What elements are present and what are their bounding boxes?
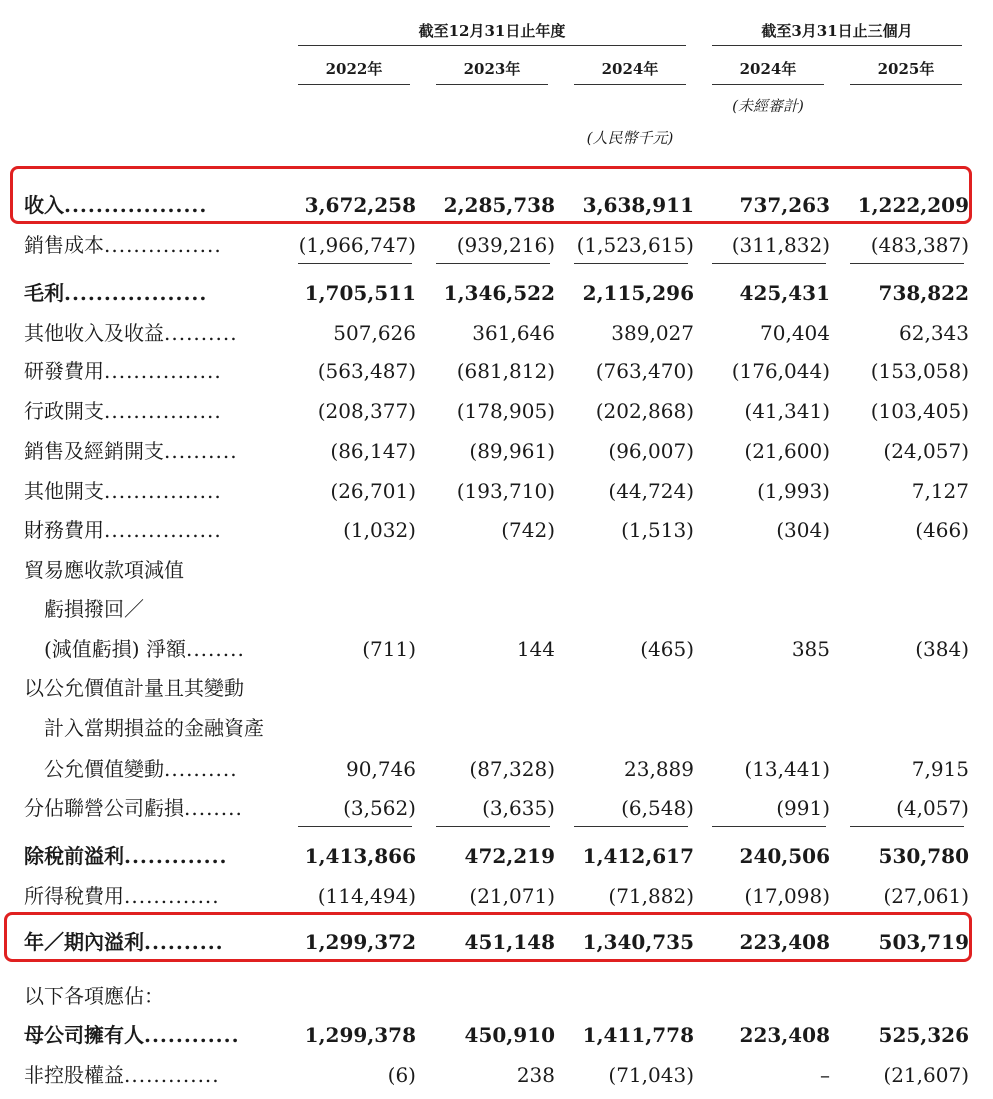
row-value: (483,387) <box>870 233 969 257</box>
row-leader-dots: .................. <box>64 281 208 305</box>
row-value: (384) <box>915 637 969 661</box>
header-year-rule <box>298 84 410 85</box>
row-label-text: 以下各項應佔： <box>24 984 164 1008</box>
header-q1-2024: 2024年 <box>739 60 797 78</box>
row-value: (178,905) <box>456 399 555 423</box>
row-label <box>44 754 238 784</box>
row-label-text: 財務費用 <box>24 518 104 542</box>
row-value: 1,299,378 <box>304 1023 416 1047</box>
highlight-revenue-row <box>10 166 972 224</box>
subtotal-rule <box>850 826 964 827</box>
row-value: 472,219 <box>464 844 555 868</box>
row-value: (176,044) <box>731 359 830 383</box>
row-value: 1,412,617 <box>582 844 694 868</box>
unaudited-note: (未經審計) <box>732 97 804 115</box>
header-year-rule <box>712 84 824 85</box>
row-label <box>24 1020 240 1050</box>
row-value: 3,672,258 <box>304 193 416 217</box>
row-value: 23,889 <box>624 757 694 781</box>
row-label <box>24 841 228 871</box>
row-leader-dots: ........ <box>185 637 245 661</box>
header-group-annual-rule <box>298 45 686 46</box>
row-label-text: 銷售成本 <box>24 233 104 257</box>
row-label <box>24 436 238 466</box>
row-value: (304) <box>776 518 830 542</box>
row-label <box>24 230 222 260</box>
row-value: (21,607) <box>883 1063 969 1087</box>
table-row <box>0 594 993 624</box>
row-label <box>24 555 184 585</box>
row-value: 1,413,866 <box>304 844 416 868</box>
row-label-text: 公允價值變動 <box>44 757 164 781</box>
header-year-2022: 2022年 <box>325 60 383 78</box>
table-row <box>0 396 993 426</box>
row-value: (71,882) <box>608 884 694 908</box>
row-value: (563,487) <box>317 359 416 383</box>
header-year-2024: 2024年 <box>601 60 659 78</box>
row-value: 1,411,778 <box>582 1023 694 1047</box>
row-leader-dots: .......... <box>164 757 238 781</box>
row-value: (26,701) <box>330 479 416 503</box>
row-label-text: 除稅前溢利 <box>24 844 124 868</box>
table-row <box>0 881 993 911</box>
row-value: (86,147) <box>330 439 416 463</box>
row-value: (193,710) <box>456 479 555 503</box>
row-value: (96,007) <box>608 439 694 463</box>
row-label-text: 虧損撥回／ <box>44 597 144 621</box>
row-value: 3,638,911 <box>582 193 694 217</box>
row-value: 1,340,735 <box>582 930 694 954</box>
subtotal-rule <box>712 826 826 827</box>
row-value: (466) <box>915 518 969 542</box>
row-leader-dots: .......... <box>144 930 224 954</box>
row-value: (153,058) <box>870 359 969 383</box>
table-row <box>0 515 993 545</box>
subtotal-rule <box>436 826 550 827</box>
row-value: 2,285,738 <box>443 193 555 217</box>
row-label <box>24 673 244 703</box>
row-value: (89,961) <box>469 439 555 463</box>
header-group-annual: 截至12月31日止年度 <box>418 22 566 40</box>
row-value: (71,043) <box>608 1063 694 1087</box>
row-leader-dots: .................. <box>64 193 208 217</box>
row-label <box>24 318 238 348</box>
table-row <box>0 754 993 784</box>
row-leader-dots: ............. <box>124 884 220 908</box>
row-value: 507,626 <box>333 321 416 345</box>
row-value: (1,993) <box>757 479 830 503</box>
table-row <box>0 555 993 585</box>
row-value: 238 <box>516 1063 555 1087</box>
row-value: 1,299,372 <box>304 930 416 954</box>
row-value: 1,346,522 <box>443 281 555 305</box>
row-value: (6,548) <box>621 796 694 820</box>
row-value: 1,705,511 <box>304 281 416 305</box>
row-value: 1,222,209 <box>857 193 969 217</box>
row-label <box>44 713 264 743</box>
row-value: (465) <box>640 637 694 661</box>
row-label-text: 以公允價值計量且其變動 <box>24 676 244 700</box>
row-value: 240,506 <box>739 844 830 868</box>
row-value: (1,966,747) <box>298 233 416 257</box>
row-value: (202,868) <box>595 399 694 423</box>
header-q1-2025: 2025年 <box>877 60 935 78</box>
table-row <box>0 1060 993 1090</box>
row-value: 361,646 <box>472 321 555 345</box>
row-label-text: 研發費用 <box>24 359 104 383</box>
table-row <box>0 1020 993 1050</box>
subtotal-rule <box>574 263 688 264</box>
subtotal-rule <box>712 263 826 264</box>
row-value: 144 <box>516 637 555 661</box>
row-value: (6) <box>387 1063 416 1087</box>
row-value: (114,494) <box>317 884 416 908</box>
row-label-text: 其他開支 <box>24 479 104 503</box>
row-label-text: 所得稅費用 <box>24 884 124 908</box>
header-year-rule <box>850 84 962 85</box>
row-value: 385 <box>791 637 830 661</box>
row-value: (4,057) <box>896 796 969 820</box>
row-value: (17,098) <box>744 884 830 908</box>
row-leader-dots: .......... <box>164 321 238 345</box>
row-value: (939,216) <box>456 233 555 257</box>
row-value: (103,405) <box>870 399 969 423</box>
row-label <box>24 981 164 1011</box>
row-label-text: 非控股權益 <box>24 1063 124 1087</box>
subtotal-rule <box>298 263 412 264</box>
row-value: 7,127 <box>911 479 969 503</box>
row-value: (1,523,615) <box>576 233 694 257</box>
highlight-profit-row <box>4 912 972 962</box>
table-row <box>0 673 993 703</box>
row-value: (3,562) <box>343 796 416 820</box>
subtotal-rule <box>850 263 964 264</box>
row-value: 737,263 <box>739 193 830 217</box>
row-value: 425,431 <box>739 281 830 305</box>
row-label-text: 毛利 <box>24 281 64 305</box>
row-label <box>24 1060 220 1090</box>
subtotal-rule <box>436 263 550 264</box>
row-value: 223,408 <box>739 1023 830 1047</box>
row-label-text: 貿易應收款項減值 <box>24 558 184 582</box>
table-row <box>0 793 993 823</box>
row-value: (763,470) <box>595 359 694 383</box>
row-value: 389,027 <box>611 321 694 345</box>
row-leader-dots: ............ <box>144 1023 240 1047</box>
row-label <box>24 278 207 308</box>
row-label-text: 分佔聯營公司虧損 <box>24 796 184 820</box>
subtotal-rule <box>298 826 412 827</box>
row-value: – <box>820 1063 830 1087</box>
row-value: 90,746 <box>346 757 416 781</box>
row-value: (1,513) <box>621 518 694 542</box>
header-year-2023: 2023年 <box>463 60 521 78</box>
row-value: 450,910 <box>464 1023 555 1047</box>
row-value: (1,032) <box>343 518 416 542</box>
row-leader-dots: .......... <box>164 439 238 463</box>
row-label <box>24 793 243 823</box>
row-leader-dots: ................ <box>104 233 222 257</box>
row-value: 503,719 <box>878 930 969 954</box>
row-value: 451,148 <box>464 930 555 954</box>
row-leader-dots: ................ <box>104 359 222 383</box>
currency-note: (人民幣千元) <box>586 129 674 147</box>
row-label <box>24 476 222 506</box>
subtotal-rule <box>574 826 688 827</box>
table-row <box>0 436 993 466</box>
row-label-text: 其他收入及收益 <box>24 321 164 345</box>
table-row <box>0 841 993 871</box>
row-value: (311,832) <box>731 233 830 257</box>
row-value: (991) <box>776 796 830 820</box>
header-year-rule <box>436 84 548 85</box>
row-value: 62,343 <box>899 321 969 345</box>
row-label-text: 年／期內溢利 <box>24 930 144 954</box>
table-row <box>0 356 993 386</box>
row-label-text: 母公司擁有人 <box>24 1023 144 1047</box>
row-label-text: (減值虧損) 淨額 <box>44 637 186 661</box>
table-row <box>0 476 993 506</box>
table-row <box>0 634 993 664</box>
table-row <box>0 981 993 1011</box>
row-value: (711) <box>362 637 416 661</box>
table-row <box>0 230 993 260</box>
row-label <box>24 356 222 386</box>
row-value: 7,915 <box>911 757 969 781</box>
table-row <box>0 278 993 308</box>
row-value: (208,377) <box>317 399 416 423</box>
row-value: 530,780 <box>878 844 969 868</box>
row-label-text: 計入當期損益的金融資產 <box>44 716 264 740</box>
row-value: (21,071) <box>469 884 555 908</box>
row-label <box>24 515 222 545</box>
row-value: (27,061) <box>883 884 969 908</box>
table-row <box>0 318 993 348</box>
header-group-quarter: 截至3月31日止三個月 <box>761 22 913 40</box>
row-value: (41,341) <box>744 399 830 423</box>
row-value: (87,328) <box>469 757 555 781</box>
row-value: (742) <box>501 518 555 542</box>
row-value: (681,812) <box>456 359 555 383</box>
row-leader-dots: ................ <box>104 479 222 503</box>
row-value: 223,408 <box>739 930 830 954</box>
row-value: (24,057) <box>883 439 969 463</box>
row-value: 525,326 <box>878 1023 969 1047</box>
row-label <box>44 594 144 624</box>
row-label-text: 收入 <box>24 193 64 217</box>
row-label-text: 銷售及經銷開支 <box>24 439 164 463</box>
row-label <box>44 634 245 664</box>
row-leader-dots: ........ <box>184 796 243 820</box>
row-value: (13,441) <box>744 757 830 781</box>
table-row <box>0 713 993 743</box>
row-value: (3,635) <box>482 796 555 820</box>
row-value: (21,600) <box>744 439 830 463</box>
row-value: 738,822 <box>878 281 969 305</box>
row-leader-dots: ............. <box>124 844 228 868</box>
row-label-text: 行政開支 <box>24 399 104 423</box>
row-value: 2,115,296 <box>582 281 694 305</box>
header-year-rule <box>574 84 686 85</box>
row-leader-dots: ................ <box>104 518 222 542</box>
row-leader-dots: ................ <box>104 399 222 423</box>
row-label <box>24 396 222 426</box>
row-value: (44,724) <box>608 479 694 503</box>
header-group-quarter-rule <box>712 45 962 46</box>
row-leader-dots: ............. <box>124 1063 220 1087</box>
row-value: 70,404 <box>760 321 830 345</box>
row-label <box>24 881 220 911</box>
